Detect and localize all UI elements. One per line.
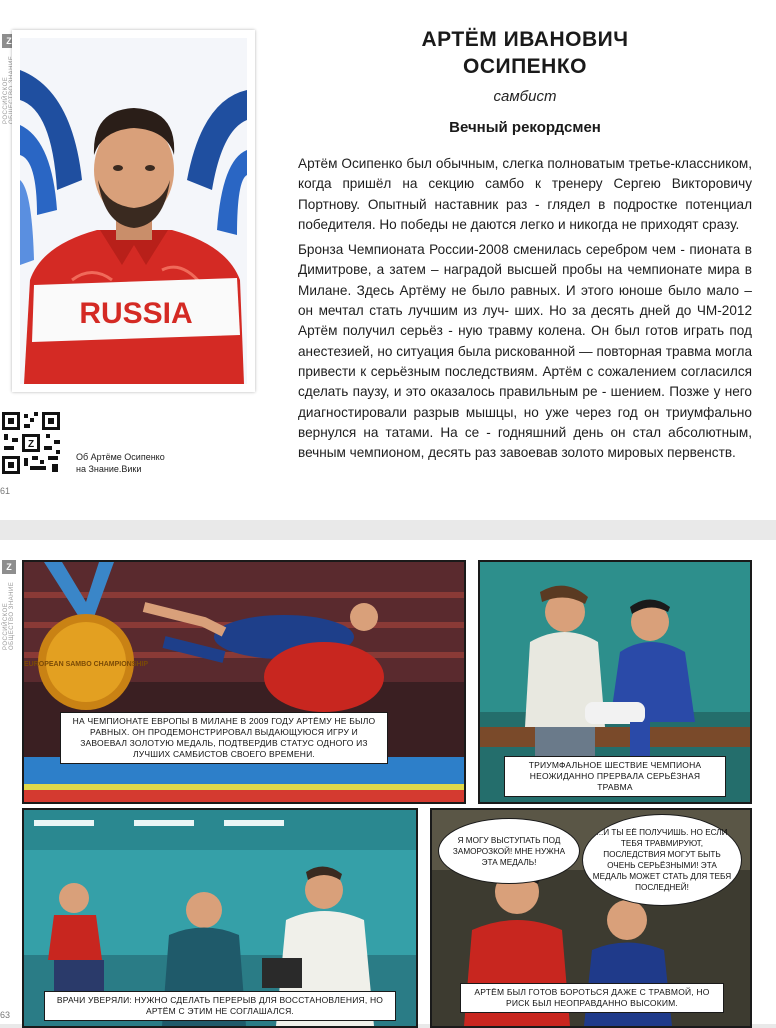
athlete-role: самбист — [493, 88, 557, 105]
athlete-name-line2: ОСИПЕНКО — [462, 55, 587, 78]
qr-caption-line1: Об Артёме Осипенко — [76, 452, 165, 462]
qr-code[interactable] — [0, 410, 62, 476]
panel-4-caption: АРТЁМ БЫЛ ГОТОВ БОРОТЬСЯ ДАЖЕ С ТРАВМОЙ, НО РИСК БЫЛ НЕОПРАВДАННО ВЫСОКИМ. — [460, 983, 724, 1013]
article-subtitle: Вечный рекордсмен — [449, 119, 601, 136]
panel-3-caption: ВРАЧИ УВЕРЯЛИ: НУЖНО СДЕЛАТЬ ПЕРЕРЫВ ДЛЯ ВОССТАНОВЛЕНИЯ, НО АРТЁМ С ЭТИМ НЕ СОГЛАШАЛСЯ. — [44, 991, 396, 1021]
panel-1-art — [24, 562, 464, 802]
panel-2-caption: ТРИУМФАЛЬНОЕ ШЕСТВИЕ ЧЕМПИОНА НЕОЖИДАННО ПРЕРВАЛА СЕРЬЁЗНАЯ ТРАВМА — [504, 756, 726, 797]
page-number: 63 — [0, 1010, 11, 1020]
comic-panel-4 — [430, 808, 752, 1028]
znanie-logo-icon: Z — [2, 34, 16, 48]
comic-panel-2 — [478, 560, 752, 804]
medal-text: EUROPEAN SAMBO CHAMPIONSHIP — [24, 661, 149, 668]
znanie-logo-icon: Z — [2, 560, 16, 574]
book-page-comic — [0, 540, 776, 1024]
qr-code-icon — [0, 410, 62, 476]
athlete-name-line1: АРТЁМ ИВАНОВИЧ — [421, 28, 629, 51]
side-label: РОССИЙСКОЕ — [3, 76, 9, 124]
article-body — [298, 154, 752, 468]
svg-text:Z: Z — [27, 439, 35, 450]
jacket-text: RUSSIA — [79, 297, 193, 330]
speech-bubble-athlete: Я МОГУ ВЫСТУПАТЬ ПОД ЗАМОРОЗКОЙ! МНЕ НУЖНА ЭТА МЕДАЛЬ! — [438, 818, 580, 884]
athlete-portrait-image — [12, 30, 255, 392]
panel-1-caption: НА ЧЕМПИОНАТЕ ЕВРОПЫ В МИЛАНЕ В 2009 ГОДУ АРТЁМУ НЕ БЫЛО РАВНЫХ. ОН ПРОДЕМОНСТРИРОВАЛ ВЫДАЮЩУЮСЯ ИГРУ И ЗАВОЕВАЛ ЗОЛОТУЮ МЕДАЛЬ, ПОДТВЕРДИВ СТАТУС ОДНОГО ИЗ ЛУЧШИХ САМБИСТОВ СВОЕГО ВРЕМЕНИ. — [60, 712, 388, 764]
comic-panel-1 — [22, 560, 466, 804]
comic-panel-3 — [22, 808, 418, 1028]
paragraph-1: Артём Осипенко был обычным, слегка полноватым третье-классником, когда пришёл на секцию самбо к тренеру Сергею Викторовичу Портнову. Опытный наставник раз - глядел в подростке потенциал победителя. Но победы не даются легко и никогда не приходят сразу. — [298, 156, 752, 232]
qr-caption — [76, 451, 206, 475]
side-label: РОССИЙСКОЕ ОБЩЕСТВО ЗНАНИЕ — [3, 581, 15, 650]
qr-caption-line2: на Знание.Вики — [76, 464, 142, 474]
portrait-illustration — [12, 30, 255, 392]
speech-bubble-coach: ...И ТЫ ЕЁ ПОЛУЧИШЬ. НО ЕСЛИ ТЕБЯ ТРАВМИРУЮТ, ПОСЛЕДСТВИЯ МОГУТ БЫТЬ ОЧЕНЬ СЕРЬЁЗНЫМИ! ЭТА МЕДАЛЬ МОЖЕТ СТАТЬ ДЛЯ ТЕБЯ ПОСЛЕДНЕЙ! — [582, 814, 742, 906]
page-number: 61 — [0, 486, 11, 496]
paragraph-2: Бронза Чемпионата России-2008 сменилась серебром чем - пионата в Димитрове, а затем – наградой высшей пробы на чемпионате мира в Милане. Здесь Артёму не было равных. И этого юноше было мало – он мечтал стать лучшим из луч- ших. Но за десять дней до ЧМ-2012 Артём получил серьёз - ную травму колена. Он был готов играть под анестезией, но ситуация была рискованной — повторная травма могла привести к серьёзным последствиям. Артём с сожалением согласился сделать паузу, и это оказалось правильным ре - шением. Позже у него диагностировали разрыв мышцы, но уже через год он триумфально вернулся на татами. На се - годняшний день он стал абсолютным, вечным чемпионом, десять раз завоевав золото мировых первенств. — [298, 242, 752, 461]
